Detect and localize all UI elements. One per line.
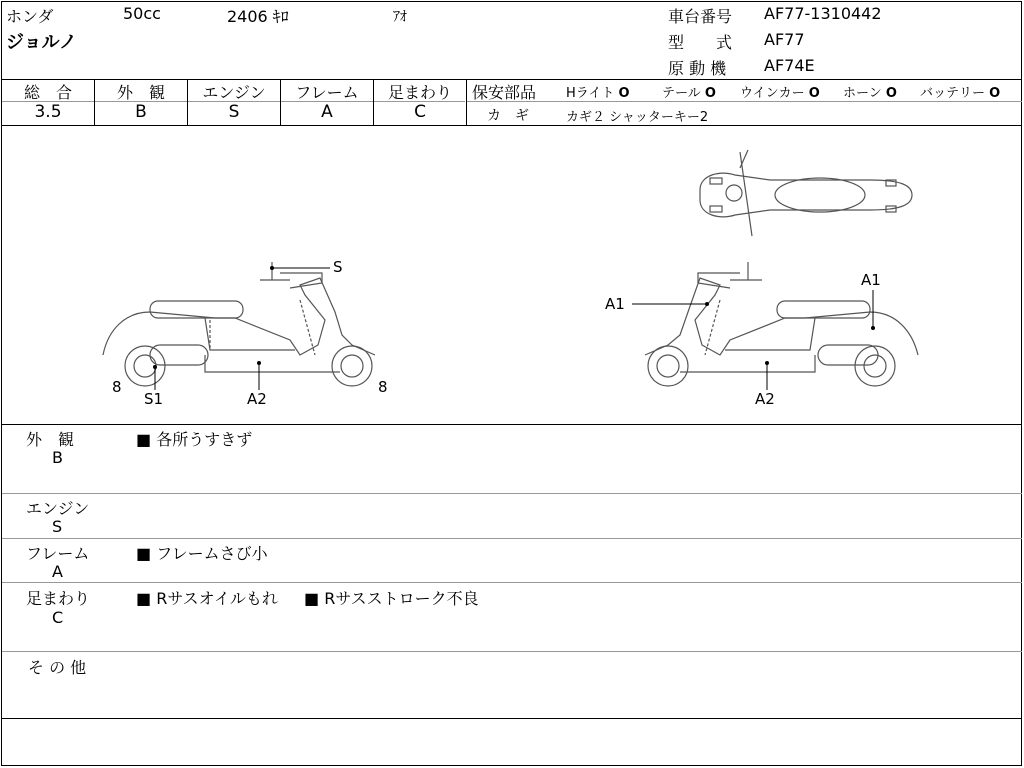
divider <box>2 424 1022 425</box>
note-engine-label: エンジン <box>26 499 90 518</box>
divider <box>2 538 1022 539</box>
label-a2-left: A2 <box>247 390 267 408</box>
safety-item-tail: テール O <box>662 86 716 101</box>
overall-grade: 3.5 <box>34 102 62 122</box>
note-frame-grade: A <box>52 562 63 581</box>
note-frame-label: フレーム <box>26 544 90 563</box>
frame-grade: A <box>321 102 333 122</box>
safety-label: 保安部品 <box>472 83 537 102</box>
mileage-text: 2406 ｷﾛ <box>227 7 289 26</box>
key-label: カ ギ <box>487 108 529 124</box>
note-suspension-label: 足まわり <box>26 589 91 608</box>
exterior-grade: B <box>135 102 147 122</box>
divider <box>467 101 1022 102</box>
suspension-grade: C <box>414 102 426 122</box>
safety-item-headlight: Hライト O <box>566 86 630 101</box>
label-s: S <box>333 258 343 276</box>
engine-model-label: 原 動 機 <box>668 59 727 78</box>
note-exterior-comment: ■ 各所うすきず <box>136 430 253 449</box>
safety-item-battery: バッテリー O <box>920 86 1001 101</box>
label-8-left: 8 <box>112 378 122 396</box>
frame-label: フレーム <box>295 83 359 102</box>
note-exterior-label: 外 観 <box>26 430 75 449</box>
divider <box>2 718 1022 719</box>
note-engine-grade: S <box>52 517 63 536</box>
exterior-label: 外 観 <box>116 83 165 102</box>
label-a2-right: A2 <box>755 390 775 408</box>
note-suspension-comment-2: ■ Rサスストローク不良 <box>304 589 479 608</box>
divider <box>2 651 1022 652</box>
label-a1-left: A1 <box>605 295 625 313</box>
model-name: ジョルノ <box>6 32 77 53</box>
scooter-top-view <box>700 150 912 236</box>
type-value: AF77 <box>764 30 805 49</box>
divider <box>2 493 1022 494</box>
engine-model-value: AF74E <box>764 56 815 75</box>
suspension-label: 足まわり <box>387 83 452 102</box>
scooter-left-view <box>103 262 375 386</box>
label-a1-right: A1 <box>861 271 881 289</box>
frame-number-value: AF77-1310442 <box>764 4 882 23</box>
color-text: ｱｵ <box>393 9 407 25</box>
divider <box>2 582 1022 583</box>
divider <box>466 79 467 125</box>
type-label: 型 式 <box>668 33 733 52</box>
label-8-right: 8 <box>378 378 388 396</box>
safety-item-winker: ウインカー O <box>740 86 820 101</box>
note-suspension-comment-1: ■ Rサスオイルもれ <box>136 589 278 608</box>
safety-item-horn: ホーン O <box>843 86 897 101</box>
label-s1: S1 <box>144 390 164 408</box>
note-frame-comment: ■ フレームさび小 <box>136 544 268 563</box>
note-other-label: そ の 他 <box>28 658 87 677</box>
damage-diagram <box>0 126 1024 424</box>
note-suspension-grade: C <box>52 608 64 627</box>
displacement-text: 50cc <box>123 4 161 23</box>
overall-label: 総 合 <box>23 83 72 102</box>
note-exterior-grade: B <box>52 448 63 467</box>
key-value: カギ２ シャッターキー2 <box>566 110 709 125</box>
engine-label: エンジン <box>202 83 266 102</box>
frame-number-label: 車台番号 <box>668 7 733 26</box>
maker-text: ホンダ <box>6 7 54 26</box>
engine-grade: S <box>228 102 240 122</box>
